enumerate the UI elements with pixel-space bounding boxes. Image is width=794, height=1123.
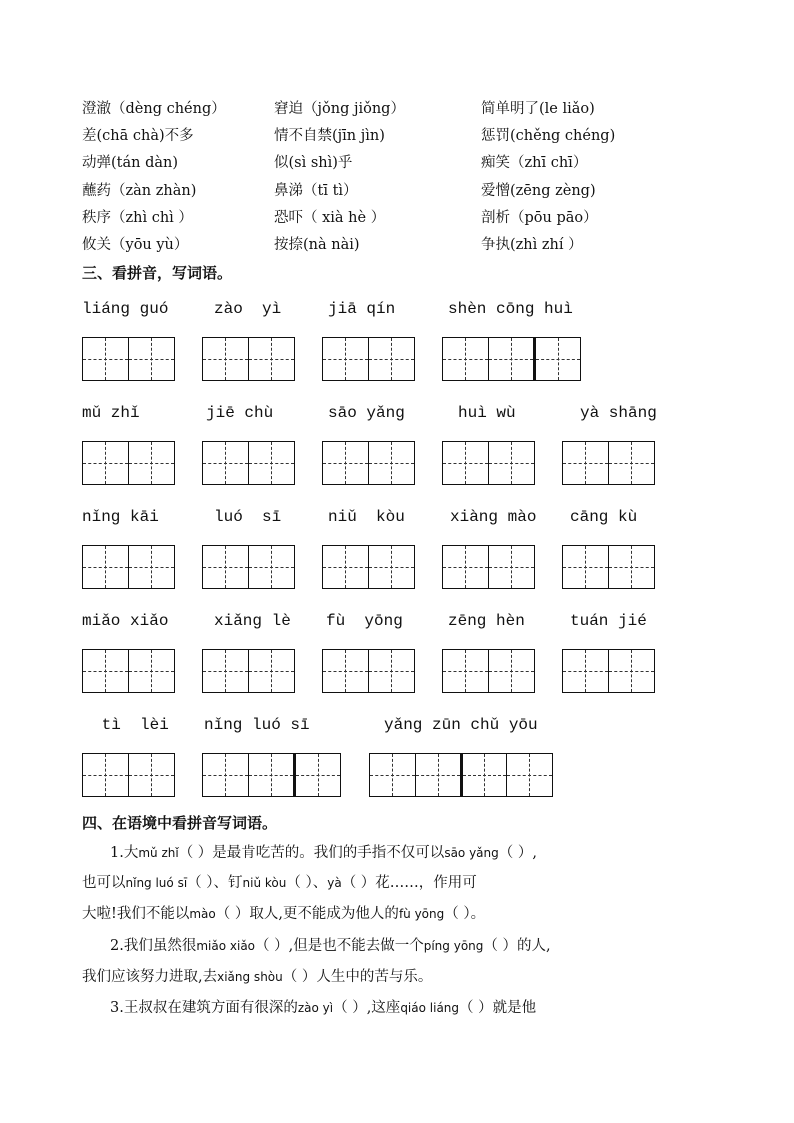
blank[interactable]: （ ）。	[444, 906, 486, 922]
blank[interactable]: （ ）取人,更不能成为他人的	[215, 906, 399, 922]
pinyin-prompt: huì wù	[458, 404, 516, 422]
writing-grid[interactable]	[562, 545, 655, 589]
writing-grid[interactable]	[442, 649, 535, 693]
blank[interactable]: （ ）,这座	[333, 1000, 401, 1016]
pinyin-prompt: niǔ kòu	[328, 508, 405, 526]
word-item: 惩罚(chěng chéng)	[481, 128, 616, 144]
writing-grid[interactable]	[322, 441, 415, 485]
blank[interactable]: （ ）人生中的苦与乐。	[282, 969, 433, 985]
text: 大啦!我们不能以	[82, 906, 190, 922]
pinyin-prompt: jiē chù	[206, 404, 274, 422]
context-line	[110, 936, 750, 956]
word-item: 恐吓（ xià hè ）	[274, 210, 386, 226]
word-item: 鼻涕（tī tì）	[274, 183, 358, 199]
blank[interactable]: （ ）,	[498, 845, 537, 861]
pinyin: qiáo liáng	[400, 1001, 460, 1015]
writing-grid[interactable]	[442, 441, 535, 485]
text: 也可以	[82, 875, 126, 891]
pinyin-prompt: yà shāng	[580, 404, 657, 422]
writing-grid[interactable]	[369, 753, 553, 797]
word-item: 爱憎(zēng zèng)	[481, 183, 596, 199]
writing-grid[interactable]	[82, 753, 175, 797]
text: 我们应该努力进取,去	[82, 969, 218, 985]
writing-grid[interactable]	[442, 545, 535, 589]
pinyin: píng yōng	[423, 939, 484, 953]
context-line	[82, 904, 722, 924]
word-item: 差(chā chà)不多	[82, 128, 194, 144]
blank[interactable]: （ ）是最肯吃苦的。我们的手指不仅可以	[178, 845, 445, 861]
pinyin: mào	[189, 907, 216, 921]
pinyin-prompt: cāng kù	[570, 508, 638, 526]
pinyin-prompt: nǐng kāi	[82, 508, 159, 526]
pinyin: miǎo xiǎo	[196, 939, 256, 953]
pinyin-prompt: miǎo xiǎo	[82, 612, 169, 630]
word-item: 蘸药（zàn zhàn)	[82, 183, 197, 199]
writing-grid[interactable]	[202, 545, 295, 589]
word-item: 剖析（pōu pāo）	[481, 210, 598, 226]
blank[interactable]: （ ）、钉	[187, 875, 243, 891]
writing-grid[interactable]	[202, 337, 295, 381]
writing-grid[interactable]	[562, 649, 655, 693]
pinyin-prompt: shèn cōng huì	[448, 300, 573, 318]
pinyin-prompt: zēng hèn	[448, 612, 525, 630]
pinyin-prompt: tì lèi	[92, 716, 169, 734]
pinyin-prompt: sāo yǎng	[328, 404, 405, 422]
pinyin: nǐng luó sī	[125, 876, 188, 890]
writing-grid[interactable]	[202, 441, 295, 485]
word-item: 情不自禁(jīn jìn)	[274, 128, 385, 144]
pinyin-prompt: tuán jié	[570, 612, 647, 630]
text: 2.我们虽然很	[110, 938, 197, 954]
pinyin-prompt: zào yì	[214, 300, 282, 318]
pinyin-prompt: mǔ zhǐ	[82, 404, 140, 422]
context-line	[82, 967, 722, 987]
writing-grid[interactable]	[82, 649, 175, 693]
pinyin: fù yōng	[398, 907, 445, 921]
word-item: 似(sì shì)乎	[274, 155, 353, 171]
word-item: 争执(zhì zhí ）	[481, 237, 583, 253]
section4-title: 四、在语境中看拼音写词语。	[82, 814, 278, 832]
context-line	[110, 998, 750, 1018]
pinyin-prompt: xiàng mào	[450, 508, 537, 526]
pinyin-prompt: luó sī	[214, 508, 282, 526]
writing-grid[interactable]	[322, 337, 415, 381]
word-item: 攸关（yōu yù）	[82, 237, 189, 253]
writing-grid[interactable]	[202, 649, 295, 693]
blank[interactable]: （ ）的人,	[483, 938, 551, 954]
pinyin-prompt: liáng guó	[82, 300, 169, 318]
pinyin: mǔ zhǐ	[138, 846, 179, 860]
section3-title: 三、看拼音，写词语。	[82, 264, 233, 282]
word-item: 按捺(nà nài)	[274, 237, 360, 253]
text: 3.王叔叔在建筑方面有很深的	[110, 1000, 298, 1016]
context-line	[82, 873, 722, 893]
word-item: 澄澈（dèng chéng）	[82, 101, 226, 117]
blank[interactable]: （ ）花……，作用可	[341, 875, 477, 891]
pinyin-prompt: yǎng zūn chǔ yōu	[384, 716, 538, 734]
blank[interactable]: （ ）,但是也不能去做一个	[255, 938, 424, 954]
writing-grid[interactable]	[82, 337, 175, 381]
word-item: 简单明了(le liǎo)	[481, 101, 595, 117]
writing-grid[interactable]	[562, 441, 655, 485]
pinyin-prompt: jiā qín	[328, 300, 396, 318]
pinyin-prompt: fù yōng	[326, 612, 403, 630]
blank[interactable]: （ ）、	[286, 875, 328, 891]
word-item: 秩序（zhì chì ）	[82, 210, 193, 226]
writing-grid[interactable]	[442, 337, 581, 381]
word-item: 痴笑（zhī chī）	[481, 155, 588, 171]
word-item: 窘迫（jǒng jiǒng）	[274, 101, 405, 117]
writing-grid[interactable]	[202, 753, 341, 797]
pinyin-prompt: nǐng luó sī	[204, 716, 310, 734]
writing-grid[interactable]	[82, 545, 175, 589]
writing-grid[interactable]	[322, 545, 415, 589]
pinyin: zào yì	[297, 1001, 334, 1015]
pinyin: niǔ kòu	[242, 876, 287, 890]
pinyin: sāo yǎng	[444, 846, 499, 860]
blank[interactable]: （ ）就是他	[459, 1000, 537, 1016]
pinyin: xiǎng shòu	[217, 970, 283, 984]
writing-grid[interactable]	[82, 441, 175, 485]
word-item: 动弹(tán dàn)	[82, 155, 178, 171]
writing-grid[interactable]	[322, 649, 415, 693]
pinyin-prompt: xiǎng lè	[214, 612, 291, 630]
context-line	[110, 843, 750, 863]
text: 1.大	[110, 845, 139, 861]
pinyin: yà	[327, 876, 342, 890]
